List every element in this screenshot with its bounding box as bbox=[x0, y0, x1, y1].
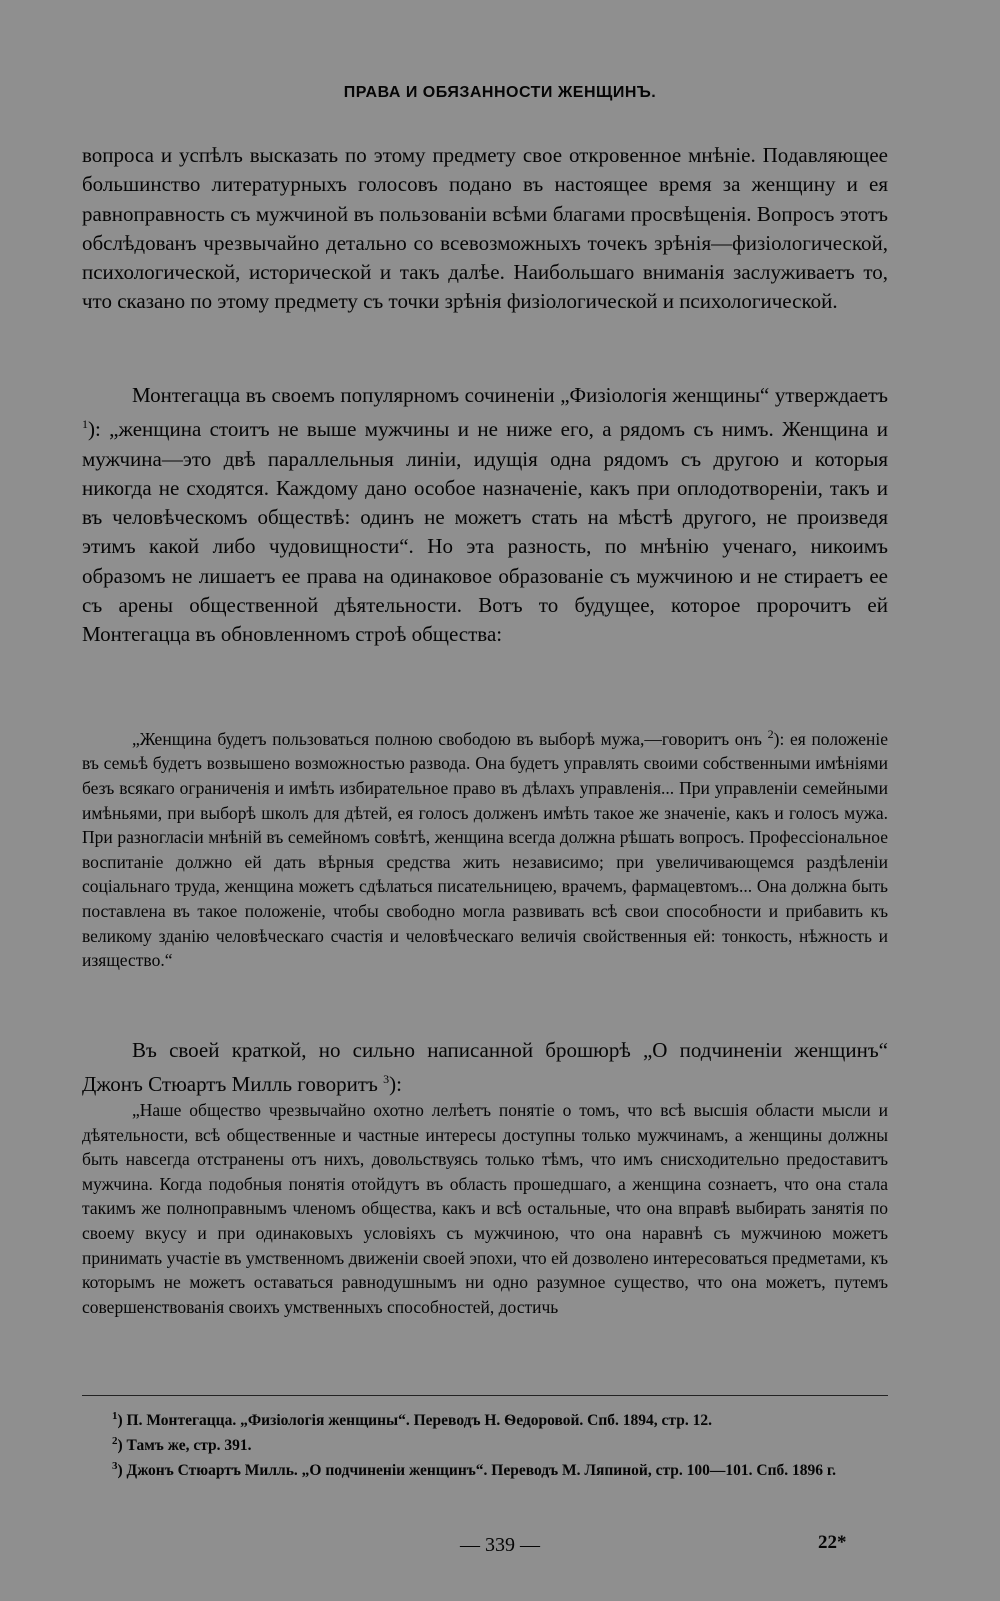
footnotes bbox=[82, 1395, 888, 1481]
quotation-1-text bbox=[82, 722, 888, 973]
footnote-ref-2: 2 bbox=[767, 727, 774, 741]
quotation-1 bbox=[82, 722, 888, 973]
quotation-2 bbox=[82, 1098, 888, 1319]
paragraph-3 bbox=[82, 1036, 888, 1100]
paragraph-1 bbox=[82, 141, 888, 317]
footnote-2-mark: 2 bbox=[112, 1435, 118, 1448]
footnote-3-text: ) Джонъ Стюартъ Милль. „О подчиненіи женщинъ“. Переводъ М. Ляпиной, стр. 100—101. Спб. 1896 г. bbox=[117, 1462, 837, 1480]
paragraph-3-part-a: Въ своей краткой, но сильно написанной брошюрѣ „О подчиненіи женщинъ“ Джонъ Стюартъ Милль говоритъ bbox=[82, 1038, 888, 1097]
footnote-3-mark: 3 bbox=[112, 1460, 118, 1473]
footnote-1-mark: 1 bbox=[112, 1410, 118, 1422]
running-header: ПРАВА И ОБЯЗАННОСТИ ЖЕНЩИНЪ. bbox=[343, 84, 657, 101]
paragraph-3-text bbox=[82, 1036, 888, 1100]
quotation-2-text: „Наше общество чрезвычайно охотно лелѣетъ понятіе о томъ, что всѣ высшія области мысли и дѣятельности, всѣ общественные и частные интересы доступны только мужчинамъ, а женщины должны быть навсегда отстранены отъ нихъ, довольствуясь только тѣмъ, что имъ снисходительно предоставитъ мужчина. Когда подобныя понятія отойдутъ въ область прошедшаго, а женщина сознаетъ, что она стала такимъ же полноправнымъ членомъ общества, какъ и всѣ остальные, что она вправѣ выбирать занятія по своему вкусу и при одинаковыхъ условіяхъ съ мужчиною, что она наравнѣ съ мужчиною можетъ принимать участіе въ умственномъ движеніи своей эпохи, что ей дозволено интересоваться предметами, къ которымъ не можетъ оставаться равнодушнымъ ни одно разумное существо, что она можетъ, путемъ совершенствованія своихъ умственныхъ способностей, достичь bbox=[82, 1100, 888, 1317]
signature-mark: 22* bbox=[818, 1532, 847, 1553]
footnote-1 bbox=[82, 1406, 888, 1431]
paragraph-2-part-a: Монтегацца въ своемъ популярномъ сочиненіи „Физіологія женщины“ утверждаетъ bbox=[132, 383, 888, 407]
page-number: — 339 — bbox=[460, 1534, 540, 1556]
footnote-2 bbox=[82, 1431, 888, 1456]
quotation-1-part-a: „Женщина будетъ пользоваться полною свободою въ выборѣ мужа,—говоритъ онъ bbox=[132, 728, 768, 749]
footnote-2-text: ) Тамъ же, стр. 391. bbox=[117, 1437, 252, 1455]
footnote-ref-1: 1 bbox=[82, 417, 88, 432]
footnote-1-text: ) П. Монтегацца. „Физіологія женщины“. Переводъ Н. Ѳедоровой. Спб. 1894, стр. 12. bbox=[117, 1412, 712, 1430]
paragraph-3-part-b: ): bbox=[389, 1072, 402, 1097]
quotation-1-part-b: ): ея положеніе въ семьѣ будетъ возвышено возможностью развода. Она будетъ управлять своими собственными имѣніями безъ всякаго ограниченія и имѣть избирательное право въ дѣлахъ управленія... При управленіи семейными имѣньями, при выборѣ школъ для дѣтей, ея голосъ долженъ имѣть такое же значеніе, какъ и голосъ мужа. При разногласіи мнѣній въ семейномъ совѣтѣ, женщина всегда должна рѣшать вопросъ. Профессіональное воспитаніе должно ей дать вѣрныя средства жить независимо; при увеличивающемся раздѣленіи соціальнаго труда, женщина можетъ сдѣлаться писательницею, врачемъ, фармацевтомъ... Она должна быть поставлена въ такое положеніе, чтобы свободно могла развивать всѣ свои способности и прибавить къ великому зданію человѣческаго счастія и человѣческаго величія свойственныя ей: тонкость, нѣжность и изящество.“ bbox=[82, 728, 888, 971]
paragraph-2-part-b: ): „женщина стоитъ не выше мужчины и не ниже его, а рядомъ съ нимъ. Женщина и мужчина—это двѣ параллельныя линіи, идущія одна рядомъ съ другою и которыя никогда не сходятся. Каждому дано особое назначеніе, какъ при оплодотвореніи, такъ и въ человѣческомъ обществѣ: одинъ не можетъ стать на мѣстѣ другого, не произведя этимъ какой либо чудовищности“. Но эта разность, по мнѣнію ученаго, никоимъ образомъ не лишаетъ ее права на одинаковое образованіе съ мужчиною и не стираетъ ее съ арены общественной дѣятельности. Вотъ то будущее, которое пророчитъ ей Монтегацца въ обновленномъ строѣ общества: bbox=[82, 417, 888, 647]
paragraph-2-text bbox=[82, 381, 888, 650]
footnote-ref-3: 3 bbox=[383, 1072, 390, 1087]
footnote-3 bbox=[82, 1456, 888, 1481]
paragraph-1-text: вопроса и успѣлъ высказать по этому предмету свое откровенное мнѣніе. Подавляющее большинство литературныхъ голосовъ подано въ настоящее время за женщину и ея равноправность съ мужчиной въ пользованіи всѣми благами просвѣщенія. Вопросъ этотъ обслѣдованъ чрезвычайно детально со всевозможныхъ точекъ зрѣнія—физіологической, психологической, исторической и такъ далѣе. Наибольшаго вниманія заслуживаетъ то, что сказано по этому предмету съ точки зрѣнія физіологической и психологической. bbox=[82, 143, 888, 314]
paragraph-2 bbox=[82, 381, 888, 650]
